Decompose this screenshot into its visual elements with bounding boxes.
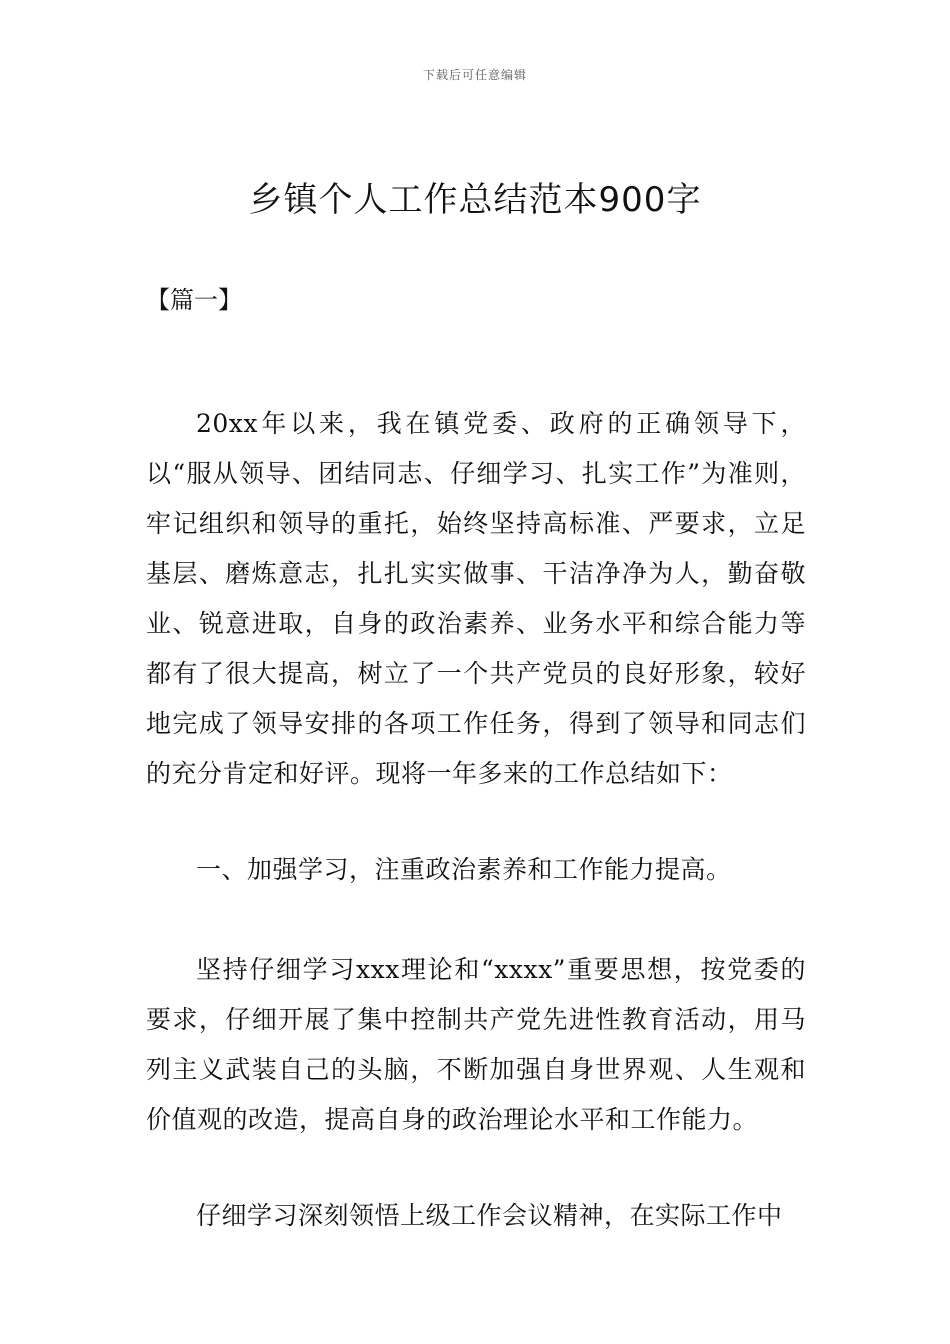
header-note: 下载后可任意编辑 [422, 68, 527, 82]
document-title: 乡镇个人工作总结范本900字 [248, 180, 702, 220]
section-label: 【篇一】 [146, 286, 242, 314]
paragraph-heading-one: 一、加强学习，注重政治素养和工作能力提高。 [196, 855, 732, 884]
paragraph-meeting: 仔细学习深刻领悟上级工作会议精神，在实际工作中 [196, 1201, 783, 1230]
paragraph-intro: 20xx年以来，我在镇党委、政府的正确领导下，以“服从领导、团结同志、仔细学习、扎实工作”为准则，牢记组织和领导的重托，始终坚持高标准、严要求，立足基层、磨炼意志，扎扎实实做事、干洁净净为人，勤奋敬业、锐意进取，自身的政治素养、业务水平和综合能力等都有了很大提高，树立了一个共产党员的良好形象，较好地完成了领导安排的各项工作任务，得到了领导和同志们的充分肯定和好评。现将一年多来的工作总结如下： [146, 409, 806, 788]
paragraph-study: 坚持仔细学习xxx理论和“xxxx”重要思想，按党委的要求，仔细开展了集中控制共产党先进性教育活动，用马列主义武装自己的头脑，不断加强自身世界观、人生观和价值观的改造，提高自身的政治理论水平和工作能力。 [146, 955, 806, 1134]
